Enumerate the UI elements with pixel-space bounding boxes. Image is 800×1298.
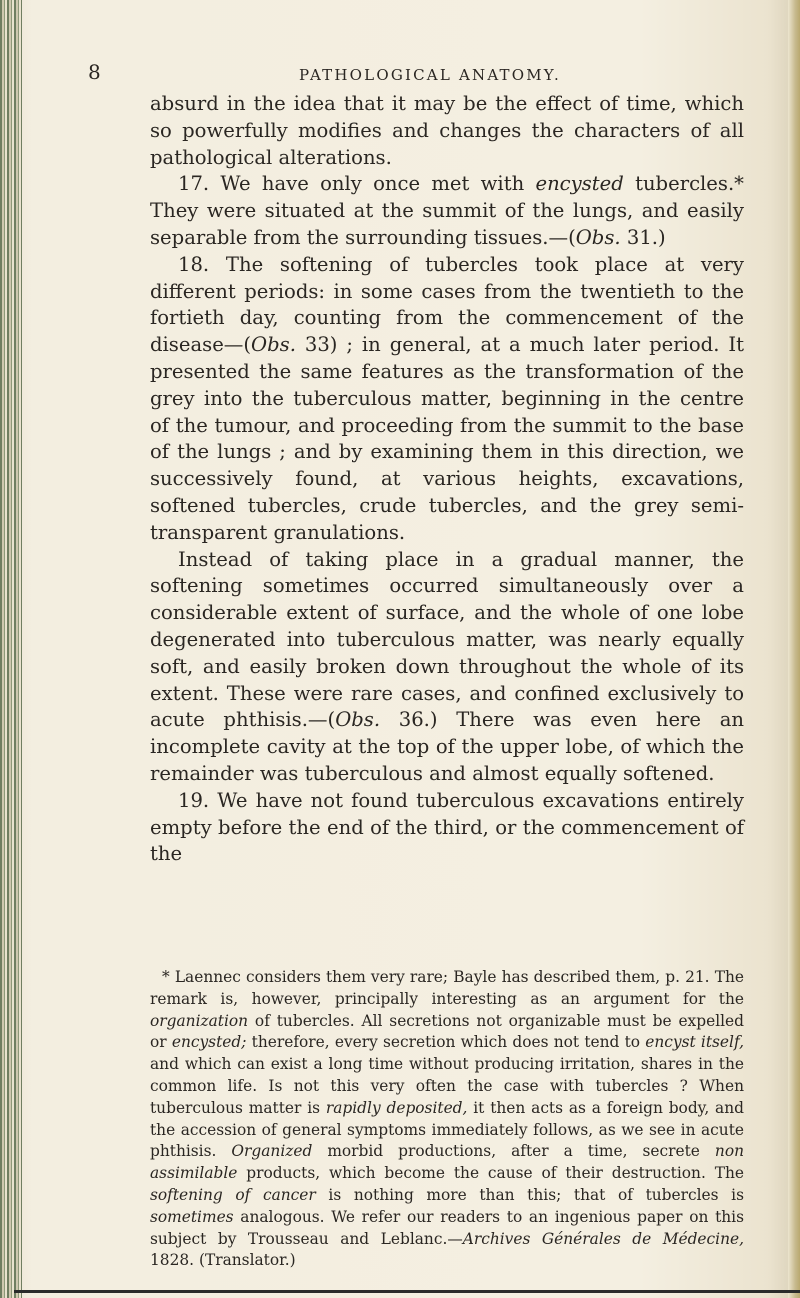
- page-number: 8: [88, 60, 101, 84]
- book-binding-edge: [0, 0, 22, 1298]
- footnote: * Laennec considers them very rare; Bayle has described them, p. 21. The remark is, however, principally interesting as an argument for the organization of tubercles. All secretions not organizable must be expelled or encysted; therefore, every secretion which does not tend to encyst itself, and which can exist a long time without producing irritation, shares in the common life. Is not this very often the case with tubercles ? When tuberculous matter is rapidly deposited, it then acts as a foreign body, and the accession of general symptoms immediately follows, as we see in acute phthisis. Organized morbid productions, after a time, secrete non assimilable products, which become the cause of their destruction. The softening of cancer is nothing more than this; that of tubercles is sometimes analogous. We refer our readers to an ingenious paper on this subject by Trousseau and Leblanc.—Archives Générales de Médecine, 1828. (Translator.): [150, 968, 744, 1270]
- obs-reference: Obs.: [575, 225, 621, 249]
- main-text: [150, 91, 744, 868]
- bottom-edge-rule: [14, 1290, 800, 1293]
- paragraph-18: 18. The softening of tubercles took place at very different periods: in some cases from the twentieth to the fortieth day, counting from the commencement of the disease—(Obs. 33) ; in general, at a much later period. It presented the same features as the transformation of the grey into the tuberculous matter, beginning in the centre of the tumour, and proceeding from the summit to the base of the lungs ; and by examining them in this direction, we successively found, at various heights, excavations, softened tubercles, crude tubercles, and the grey semi-transparent granulations.: [150, 252, 744, 544]
- obs-reference: Obs.: [335, 708, 381, 732]
- obs-reference: Obs.: [251, 333, 296, 357]
- paragraph-softening: Instead of taking place in a gradual manner, the softening sometimes occurred simultaneously over a considerable extent of surface, and the whole of one lobe degenerated into tuberculous matter, was nearly equally soft, and easily broken down throughout the whole of its extent. These were rare cases, and confined exclusively to acute phthisis.—(Obs. 36.) There was even here an incomplete cavity at the top of the upper lobe, of which the remainder was tuberculous and almost equally softened.: [150, 547, 744, 785]
- paragraph-continuation: absurd in the idea that it may be the effect of time, which so powerfully modifies and changes the characters of all pathological alterations.: [150, 92, 744, 169]
- paragraph-19: 19. We have not found tuberculous excavations entirely empty before the end of the third, or the commencement of the: [150, 788, 744, 866]
- emphasis-encysted: encysted: [535, 172, 624, 196]
- running-head: PATHOLOGICAL ANATOMY.: [299, 66, 561, 84]
- paragraph-17: 17. We have only once met with encysted tubercles.* They were situated at the summit of the lungs, and easily separable from the surrounding tissues.—(Obs. 31.): [150, 172, 744, 249]
- page-edge-right: [788, 0, 800, 1298]
- page-header: [0, 60, 800, 90]
